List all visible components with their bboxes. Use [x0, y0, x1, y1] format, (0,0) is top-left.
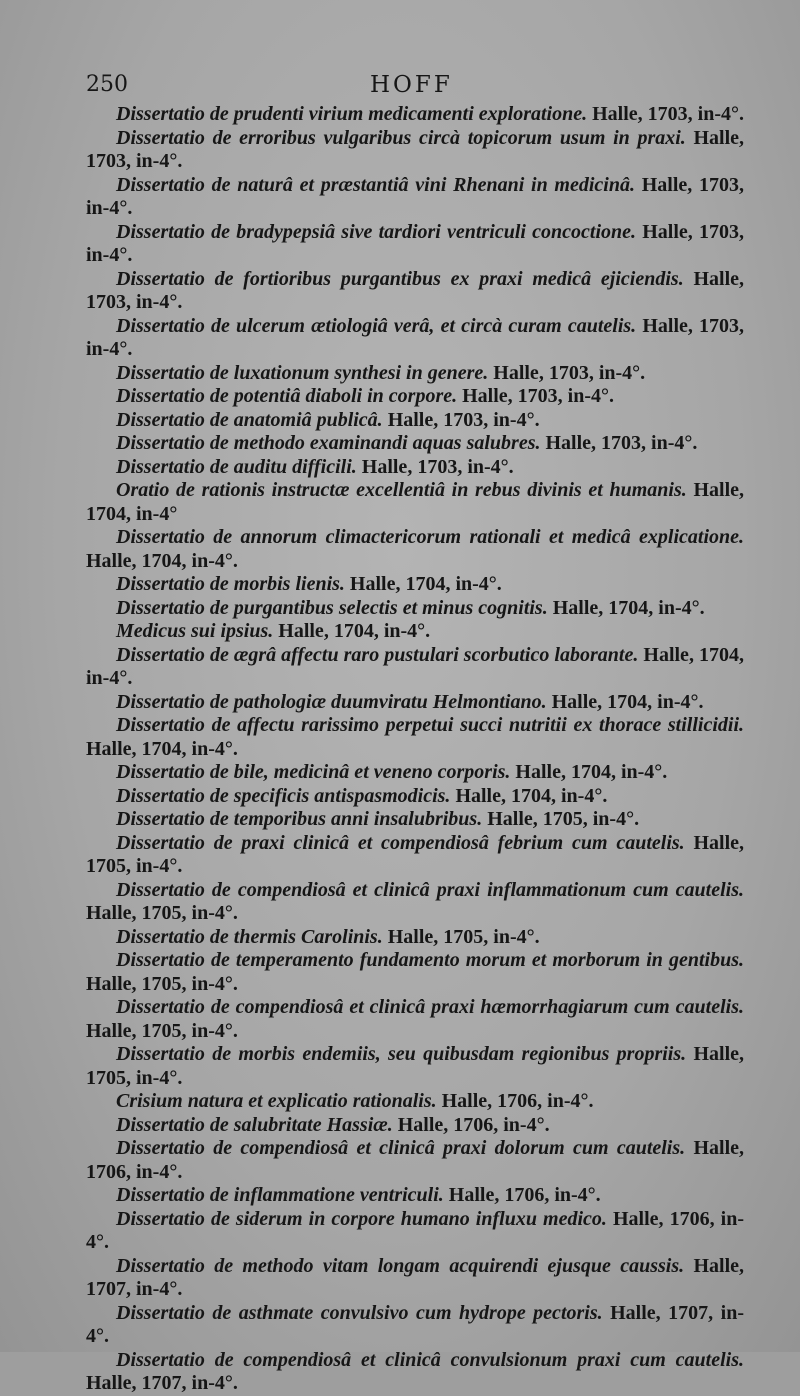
entry-title: Dissertatio de bradypepsiâ sive tardiori ventriculi concoctione. — [116, 220, 637, 243]
entry-imprint: Halle, 1703, in-4°. — [86, 173, 745, 219]
entry-title: Dissertatio de inflammatione ventriculi. — [116, 1184, 444, 1206]
entry-title: Dissertatio de temperamento fundamento morum et morborum in gentibus. — [116, 949, 744, 971]
entry-title: Dissertatio de morbis lienis. — [116, 573, 345, 595]
bibliography-entry — [86, 1184, 744, 1208]
bibliography-entry — [86, 620, 744, 644]
entry-title: Dissertatio de ægrâ affectu raro pustulari scorbutico laborante. — [116, 643, 639, 666]
page-number: 250 — [86, 72, 128, 97]
entry-title: Dissertatio de fortioribus purgantibus ex praxi medicâ ejiciendis. — [116, 267, 684, 290]
entry-imprint: Halle, 1703, in-4°. — [493, 361, 646, 384]
entry-title: Dissertatio de compendiosâ et clinicâ praxi inflammationum cum cautelis. — [116, 878, 744, 901]
bibliography-entry — [86, 1043, 744, 1090]
entry-imprint: Halle, 1705, in-4°. — [487, 808, 640, 830]
entry-title: Dissertatio de prudenti virium medicamenti exploratione. — [116, 103, 588, 125]
entry-imprint: Halle, 1705, in-4°. — [86, 902, 238, 924]
entry-imprint: Halle, 1705, in-4°. — [86, 1043, 744, 1089]
bibliography-entry — [86, 268, 744, 315]
entry-title: Oratio de rationis instructæ excellentiâ in rebus divinis et humanis. — [116, 479, 687, 501]
bibliography-entry — [86, 996, 744, 1043]
entry-imprint: Halle, 1703, in-4°. — [592, 103, 745, 125]
entry-imprint: Halle, 1704, in-4°. — [552, 596, 705, 619]
bibliography-entry — [86, 409, 744, 433]
entry-imprint: Halle, 1704, in-4°. — [86, 737, 238, 760]
entry-title: Dissertatio de methodo vitam longam acquirendi ejusque caussis. — [116, 1254, 685, 1277]
entry-imprint: Halle, 1703, in-4°. — [361, 455, 514, 478]
entry-imprint: Halle, 1706, in-4°. — [397, 1113, 550, 1136]
entry-imprint: Halle, 1703, in-4°. — [86, 267, 744, 313]
entry-title: Dissertatio de compendiosâ et clinicâ convulsionum praxi cum cautelis. — [116, 1348, 744, 1371]
entry-imprint: Halle, 1703, in-4°. — [86, 220, 745, 266]
entry-title: Dissertatio de thermis Carolinis. — [116, 925, 383, 948]
bibliography-entry — [86, 315, 744, 362]
bibliography-entry — [86, 714, 744, 761]
bibliography-entry — [86, 385, 744, 409]
entry-imprint: Halle, 1704, in-4°. — [551, 690, 704, 713]
entry-imprint: Halle, 1707, in-4°. — [86, 1254, 745, 1300]
entry-imprint: Halle, 1705, in-4°. — [86, 972, 238, 995]
entry-title: Dissertatio de auditu difficili. — [116, 455, 357, 478]
bibliography-list — [86, 103, 744, 1396]
entry-imprint: Halle, 1704, in-4° — [86, 479, 745, 525]
entry-imprint: Halle, 1706, in-4°. — [86, 1137, 744, 1183]
page-header — [86, 72, 716, 100]
bibliography-entry — [86, 597, 744, 621]
running-head: HOFF — [370, 72, 453, 98]
entry-title: Dissertatio de erroribus vulgaribus circà topicorum usum in praxi. — [116, 126, 686, 149]
bibliography-entry — [86, 1114, 744, 1138]
bibliography-entry — [86, 456, 744, 480]
bibliography-entry — [86, 1208, 744, 1255]
entry-title: Dissertatio de methodo examinandi aquas salubres. — [116, 432, 541, 454]
bibliography-entry — [86, 691, 744, 715]
entry-imprint: Halle, 1707, in-4°. — [86, 1372, 238, 1394]
entry-imprint: Halle, 1703, in-4°. — [86, 126, 744, 172]
bibliography-entry — [86, 526, 744, 573]
bibliography-entry — [86, 1349, 744, 1396]
bibliography-entry — [86, 949, 744, 996]
bibliography-entry — [86, 127, 744, 174]
bibliography-entry — [86, 808, 744, 832]
bibliography-entry — [86, 1255, 744, 1302]
entry-title: Dissertatio de affectu rarissimo perpetui succi nutritii ex thorace stillicidii. — [116, 714, 744, 736]
entry-title: Dissertatio de annorum climactericorum rationali et medicâ explicatione. — [116, 526, 744, 548]
entry-title: Dissertatio de potentiâ diaboli in corpore. — [116, 385, 458, 407]
bibliography-entry — [86, 644, 744, 691]
entry-title: Dissertatio de luxationum synthesi in genere. — [116, 361, 489, 384]
entry-imprint: Halle, 1705, in-4°. — [387, 925, 540, 948]
entry-imprint: Halle, 1705, in-4°. — [86, 831, 745, 877]
bibliography-entry — [86, 761, 744, 785]
entry-imprint: Halle, 1703, in-4°. — [86, 314, 745, 360]
entry-title: Dissertatio de praxi clinicâ et compendiosâ febrium cum cautelis. — [116, 831, 685, 854]
entry-imprint: Halle, 1704, in-4°. — [455, 784, 608, 807]
bibliography-entry — [86, 221, 744, 268]
entry-title: Medicus sui ipsius. — [116, 620, 274, 642]
entry-imprint: Halle, 1704, in-4°. — [349, 573, 502, 595]
entry-title: Dissertatio de bile, medicinâ et veneno corporis. — [116, 761, 511, 783]
bibliography-entry — [86, 879, 744, 926]
entry-title: Dissertatio de compendiosâ et clinicâ praxi dolorum cum cautelis. — [116, 1137, 686, 1159]
entry-title: Dissertatio de temporibus anni insalubribus. — [116, 808, 483, 830]
entry-title: Crisium natura et explicatio rationalis. — [116, 1090, 437, 1112]
entry-imprint: Halle, 1704, in-4°. — [515, 761, 668, 783]
bibliography-entry — [86, 1302, 744, 1349]
entry-imprint: Halle, 1703, in-4°. — [387, 408, 540, 431]
bibliography-entry — [86, 785, 744, 809]
entry-title: Dissertatio de purgantibus selectis et minus cognitis. — [116, 596, 548, 619]
entry-title: Dissertatio de siderum in corpore humano influxu medico. — [116, 1207, 607, 1230]
bibliography-entry — [86, 479, 744, 526]
bibliography-entry — [86, 103, 744, 127]
entry-imprint: Halle, 1706, in-4°. — [448, 1184, 601, 1206]
bibliography-entry — [86, 432, 744, 456]
bibliography-entry — [86, 1137, 744, 1184]
bibliography-entry — [86, 1090, 744, 1114]
bibliography-entry — [86, 926, 744, 950]
entry-imprint: Halle, 1704, in-4°. — [278, 620, 431, 642]
entry-title: Dissertatio de asthmate convulsivo cum hydrope pectoris. — [116, 1301, 603, 1324]
entry-title: Dissertatio de ulcerum ætiologiâ verâ, et circà curam cautelis. — [116, 314, 637, 337]
entry-title: Dissertatio de anatomiâ publicâ. — [116, 408, 383, 431]
entry-title: Dissertatio de specificis antispasmodicis. — [116, 784, 451, 807]
bibliography-entry — [86, 174, 744, 221]
entry-imprint: Halle, 1703, in-4°. — [545, 432, 698, 454]
entry-imprint: Halle, 1707, in-4°. — [86, 1301, 745, 1347]
entry-imprint: Halle, 1705, in-4°. — [86, 1019, 238, 1042]
entry-title: Dissertatio de salubritate Hassiæ. — [116, 1113, 393, 1136]
entry-imprint: Halle, 1704, in-4°. — [86, 549, 238, 572]
entry-title: Dissertatio de morbis endemiis, seu quibusdam regionibus propriis. — [116, 1043, 687, 1065]
bibliography-entry — [86, 362, 744, 386]
entry-imprint: Halle, 1704, in-4°. — [86, 643, 744, 689]
entry-title: Dissertatio de naturâ et præstantiâ vini Rhenani in medicinâ. — [116, 173, 635, 196]
bibliography-entry — [86, 832, 744, 879]
entry-title: Dissertatio de pathologiæ duumviratu Helmontiano. — [116, 690, 547, 713]
bibliography-entry — [86, 573, 744, 597]
entry-imprint: Halle, 1703, in-4°. — [462, 385, 615, 407]
entry-imprint: Halle, 1706, in-4°. — [441, 1090, 594, 1112]
entry-imprint: Halle, 1706, in-4°. — [86, 1207, 745, 1253]
entry-title: Dissertatio de compendiosâ et clinicâ praxi hæmorrhagiarum cum cautelis. — [116, 996, 744, 1018]
